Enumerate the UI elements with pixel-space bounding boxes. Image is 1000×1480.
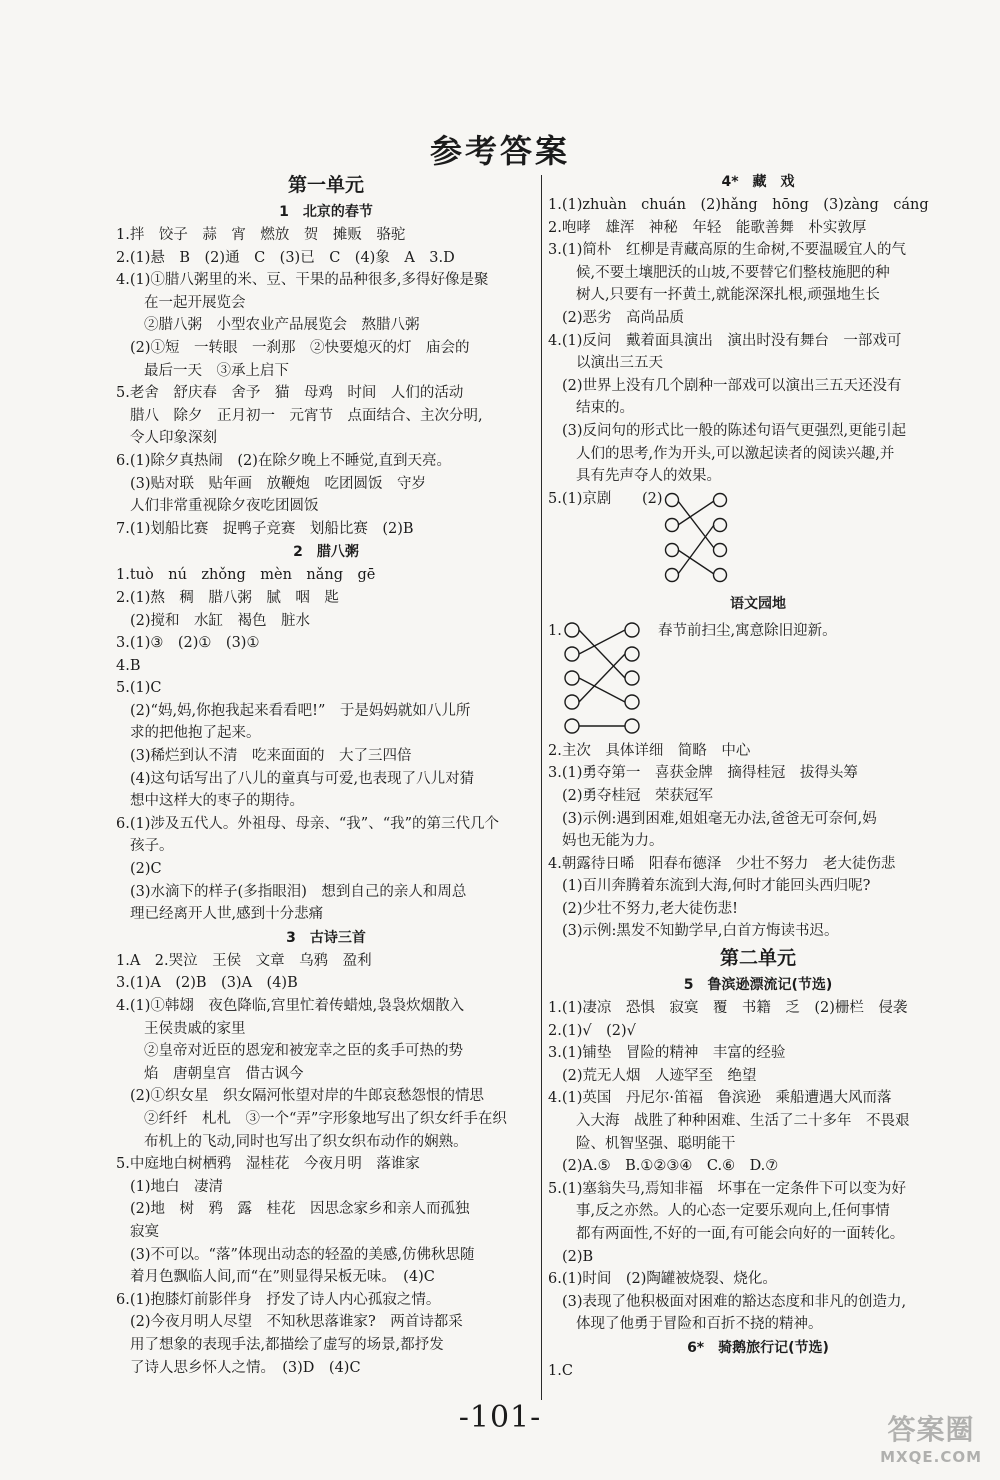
right-column (548, 170, 968, 1383)
answer-line: (3)稀烂到认不清 吃来面面的 大了三四倍 (130, 748, 412, 765)
answer-line: 1.tuò nú zhǒng mèn nǎng gē (116, 567, 376, 584)
answer-line: 1.(1)凄凉 恐惧 寂寞 覆 书籍 乏 (2)栅栏 侵袭 (548, 1000, 908, 1017)
answer-line: 3.(1)勇夺第一 喜获金牌 摘得桂冠 拔得头筹 (548, 765, 858, 782)
answer-line: (4)这句话写出了八儿的童真与可爱,也表现了八儿对猜 (130, 770, 475, 787)
answer-line: (2)少壮不努力,老大徒伤悲! (562, 900, 738, 917)
unit-heading: 第一单元 (287, 174, 364, 196)
answer-line: 了诗人思乡怀人之情。 (3)D (4)C (130, 1359, 361, 1376)
watermark-url: MXQE.COM (880, 1448, 982, 1466)
left-column (116, 170, 536, 1379)
answer-line: (3)表现了他积极面对困难的豁达态度和非凡的创造力, (562, 1293, 907, 1310)
answer-line: (3)水滴下的样子(多指眼泪) 想到自己的亲人和周总 (130, 883, 467, 900)
answer-line: 结束的。 (576, 400, 634, 417)
answer-line: 4.(1)①韩翃 夜色降临,宫里忙着传蜡烛,袅袅炊烟散入 (116, 998, 465, 1014)
answer-line: 想中这样大的枣子的期待。 (130, 793, 304, 810)
answer-line: 候,不要土壤肥沃的山坡,不要替它们整枝施肥的种 (576, 264, 890, 281)
answer-line: 2.主次 具体详细 简略 中心 (548, 742, 751, 759)
answer-line: 5.老舍 舒庆春 舍予 猫 母鸡 时间 人们的活动 (116, 385, 464, 402)
answer-line: 妈也无能为力。 (562, 833, 664, 850)
watermark-logo (880, 1408, 982, 1466)
answer-line: (2)“妈,妈,你抱我起来看看吧!” 于是妈妈就如八儿所 (130, 702, 471, 719)
answer-line: 入大海 战胜了种种困难、生活了二十多年 不畏艰 (576, 1113, 910, 1130)
answer-line: (2)恶劣 高尚品质 (562, 309, 685, 326)
answer-line: 最后一天 ③承上启下 (144, 362, 289, 379)
answer-line: 6.(1)除夕真热闹 (2)在除夕晚上不睡觉,直到天亮。 (116, 452, 452, 469)
lesson-heading: 1 北京的春节 (279, 204, 373, 220)
lesson-heading: 3 古诗三首 (286, 929, 366, 946)
answer-line: (3)示例:遇到困难,姐姐毫无办法,爸爸无可奈何,妈 (562, 810, 877, 827)
answer-line: ②纤纤 札札 ③一个“弄”字形象地写出了织女纤手在织 (144, 1110, 507, 1127)
answer-line: (1)地白 凄清 (130, 1178, 224, 1195)
answer-line: 布机上的飞动,同时也写出了织女织布动作的娴熟。 (144, 1133, 468, 1150)
answer-line: 树人,只要有一抔黄土,就能深深扎根,顽强地生长 (576, 287, 880, 304)
answer-line: 体现了他勇于冒险和百折不挠的精神。 (576, 1316, 823, 1333)
answer-line: 4.(1)①腊八粥里的米、豆、干果的品种很多,多得好像是聚 (116, 272, 489, 289)
page-number: -101- (458, 1400, 542, 1435)
answer-line: 险、机智坚强、聪明能干 (576, 1135, 736, 1152)
answer-line: (1)百川奔腾着东流到大海,何时才能回头西归呢? (562, 878, 871, 895)
answer-line: 寂寞 (130, 1223, 159, 1240)
answer-line: 7.(1)划船比赛 捉鸭子竞赛 划船比赛 (2)B (116, 520, 414, 537)
answer-line: 2.(1)熬 稠 腊八粥 腻 咽 匙 (116, 589, 339, 606)
matching-figure-2 (548, 616, 968, 740)
answer-line: 4.(1)反问 戴着面具演出 演出时没有舞台 一部戏可 (548, 332, 902, 349)
answer-line: 求的把他抱了起来。 (130, 725, 261, 742)
answer-line: 4.朝露待日晞 阳春布德泽 少壮不努力 老大徒伤悲 (548, 855, 896, 872)
answer-line: (2)①短 一转眼 一刹那 ②快要熄灭的灯 庙会的 (130, 339, 470, 356)
answer-line: 6.(1)抱膝灯前影伴身 抒发了诗人内心孤寂之情。 (116, 1291, 441, 1308)
answer-line: 5.(1)C (116, 680, 162, 697)
answer-line: ②腊八粥 小型农业产品展览会 熬腊八粥 (144, 317, 420, 334)
line-matching-diagram (658, 488, 738, 588)
answer-line: (2)荒无人烟 人迹罕至 绝望 (562, 1067, 757, 1084)
answer-line: 具有先声夺人的效果。 (576, 468, 721, 485)
answer-line: (2)C (130, 861, 162, 878)
answer-line: 5.(1)塞翁失马,焉知非福 坏事在一定条件下可以变为好 (548, 1180, 906, 1197)
answer-line: (2)勇夺桂冠 荣获冠军 (562, 787, 714, 804)
answer-line: 3.(1)简朴 红柳是青藏高原的生命树,不要温暖宜人的气 (548, 242, 906, 259)
answer-line: 都有两面性,不好的一面,有可能会向好的一面转化。 (576, 1226, 905, 1242)
answer-line: (2)搅和 水缸 褐色 脏水 (130, 612, 311, 629)
answer-line: 腊八 除夕 正月初一 元宵节 点面结合、主次分明, (130, 407, 483, 424)
lesson-heading: 4* 藏 戏 (721, 174, 795, 190)
answer-line: (2)①织女星 织女隔河怅望对岸的牛郎哀愁怨恨的情思 (130, 1088, 485, 1105)
answer-line: 1.(1)zhuàn chuán (2)hǎng hōng (3)zàng cáng (548, 197, 929, 213)
answer-line: (2)A.⑤ B.①②③④ C.⑥ D.⑦ (562, 1158, 779, 1175)
lesson-heading: 5 鲁滨逊漂流记(节选) (683, 977, 833, 994)
answer-line: 5.中庭地白树栖鸦 湿桂花 今夜月明 落谁家 (116, 1156, 420, 1173)
answer-line: 3.(1)铺垫 冒险的精神 丰富的经验 (548, 1045, 786, 1062)
answer-line: 用了想象的表现手法,都描绘了虚写的场景,都抒发 (130, 1336, 444, 1353)
watermark-title: 答案圈 (887, 1413, 975, 1446)
answer-line: (2)今夜月明人尽望 不知秋思落谁家? 两首诗都采 (130, 1314, 463, 1331)
answer-line: 5.(1)京剧 (548, 490, 612, 507)
answer-line: (2)B (562, 1248, 594, 1265)
answer-line: 2.(1)悬 B (2)通 C (3)已 C (4)象 A 3.D (116, 249, 455, 266)
answer-line: (3)示例:黑发不知勤学早,白首方悔读书迟。 (562, 923, 839, 940)
column-divider (541, 175, 542, 1400)
answer-line: 2.咆哮 雄浑 神秘 年轻 能歌善舞 朴实敦厚 (548, 219, 867, 236)
lesson-heading: 6* 骑鹅旅行记(节选) (687, 1339, 829, 1356)
answer-line: (2)世界上没有几个剧种一部戏可以演出三五天还没有 (562, 377, 902, 394)
answer-line: 6.(1)时间 (2)陶罐被烧裂、烧化。 (548, 1271, 777, 1288)
answer-line: 3.(1)A (2)B (3)A (4)B (116, 975, 298, 992)
answer-line: 以演出三五天 (576, 355, 663, 372)
answer-line: 3.(1)③ (2)① (3)① (116, 635, 260, 652)
lesson-heading: 语文园地 (730, 595, 786, 612)
answer-line: 4.B (116, 657, 141, 674)
answer-line: 王侯贵戚的家里 (144, 1020, 246, 1037)
answer-line: 事,反之亦然。人的心态一定要乐观向上,任何事情 (576, 1203, 890, 1220)
answer-line: 人们的思考,作为开头,可以激起读者的阅读兴趣,并 (576, 445, 895, 462)
answer-line: 6.(1)涉及五代人。外祖母、母亲、“我”、“我”的第三代几个 (116, 815, 500, 832)
answer-line: (3)反问句的形式比一般的陈述句语气更强烈,更能引起 (562, 422, 907, 439)
answer-line: 在一起开展览会 (144, 294, 246, 311)
answer-line: 人们非常重视除夕夜吃团圆饭 (130, 498, 319, 515)
answer-line: 1. (548, 622, 562, 639)
answer-line: 着月色飘临人间,而“在”则显得呆板无味。 (4)C (130, 1269, 435, 1286)
answer-line: 焰 唐朝皇宫 借古讽今 (144, 1065, 304, 1082)
answer-line: 理已经离开人世,感到十分悲痛 (130, 906, 324, 923)
answer-line: 令人印象深刻 (130, 430, 217, 447)
page-title: 参考答案 (429, 132, 570, 170)
answer-line: 2.(1)√ (2)√ (548, 1022, 636, 1039)
lesson-heading: 2 腊八粥 (293, 544, 359, 561)
answer-line: (2)地 树 鸦 露 桂花 因思念家乡和亲人而孤独 (130, 1201, 470, 1218)
answer-line: 孩子。 (130, 838, 174, 855)
answer-line: (3)贴对联 贴年画 放鞭炮 吃团圆饭 守岁 (130, 475, 427, 492)
answer-line: 1.拌 饺子 蒜 宵 燃放 贺 摊贩 骆驼 (116, 227, 406, 243)
answer-line: 1.C (548, 1362, 573, 1379)
answer-line: 春节前扫尘,寓意除旧迎新。 (658, 622, 837, 639)
unit-heading: 第二单元 (719, 947, 796, 970)
line-matching-diagram (562, 618, 652, 742)
answer-line: 1.A 2.哭泣 王侯 文章 乌鸦 盈利 (116, 952, 372, 969)
answer-line: ②皇帝对近臣的恩宠和被宠幸之臣的炙手可热的势 (144, 1043, 463, 1060)
answer-line: 4.(1)英国 丹尼尔·笛福 鲁滨逊 乘船遭遇大风而落 (548, 1090, 892, 1107)
answer-line: (2) (642, 490, 663, 507)
answer-line: (3)不可以。“落”体现出动态的轻盈的美感,仿佛秋思随 (130, 1246, 475, 1263)
matching-figure-1 (548, 488, 968, 588)
